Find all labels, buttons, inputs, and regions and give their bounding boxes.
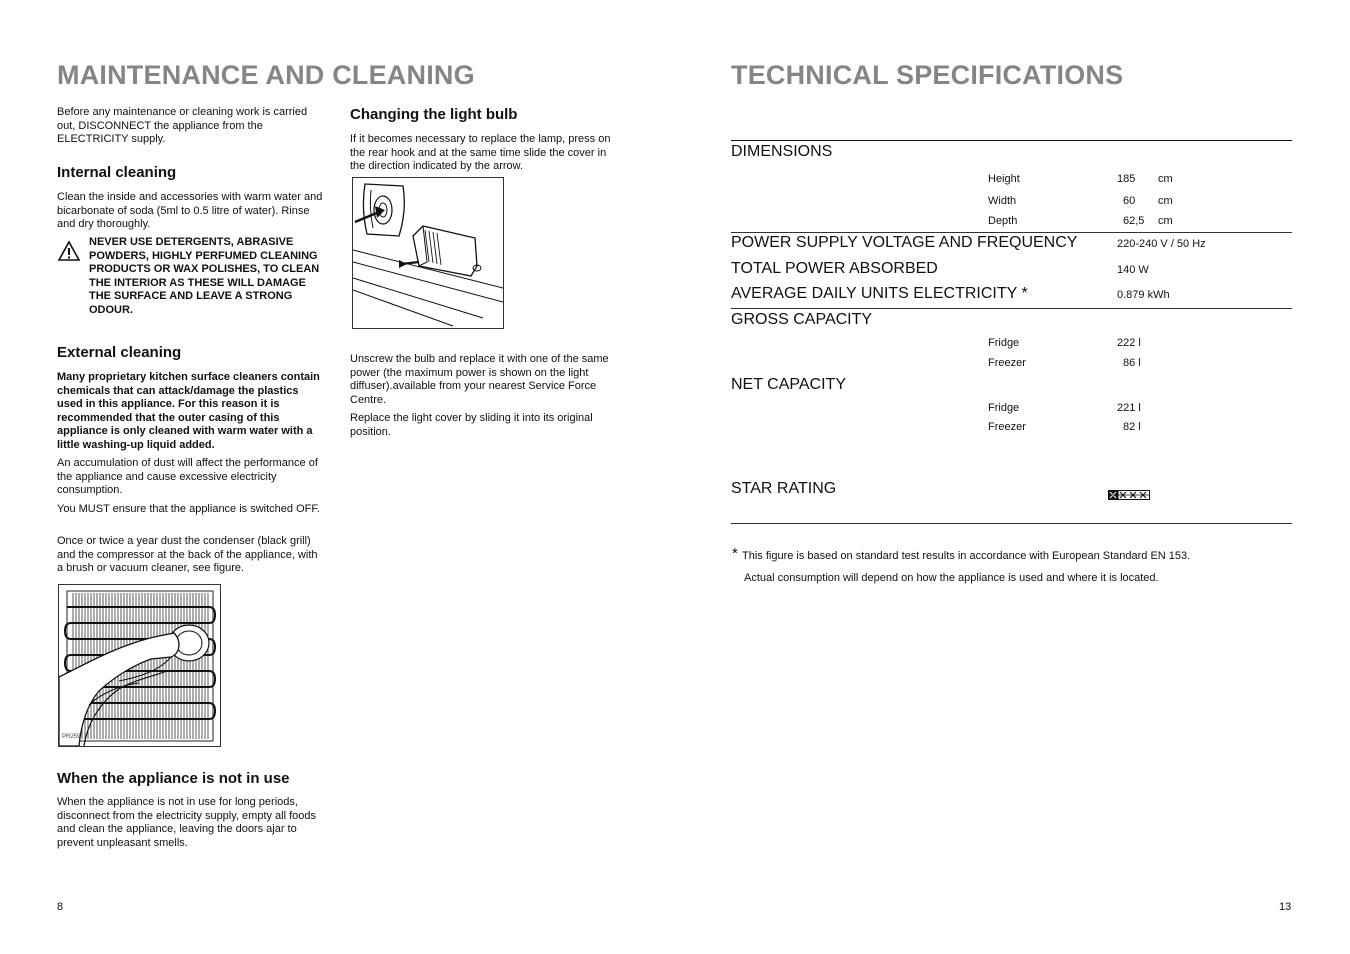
gross-value-fridge: 222 l [1117,337,1141,349]
dust-text: An accumulation of dust will affect the performance of the appliance and cause excessive electricity consumption. [57,457,318,496]
condenser-cleaning-figure [58,584,221,747]
switch-off-text: You MUST ensure that the appliance is switched OFF. [57,503,320,515]
technical-specifications-title: TECHNICAL SPECIFICATIONS [731,60,1124,90]
light-bulb-heading: Changing the light bulb [350,106,518,123]
internal-cleaning-heading: Internal cleaning [57,164,177,181]
dimension-value-width: 60 [1123,195,1136,207]
light-bulb-text-2: Unscrew the bulb and replace it with one of the same power (the maximum power is shown on the light diffuser).available from your nearest Service Force Centre. [350,353,609,406]
bottom-rule [731,523,1292,524]
power-rule [731,308,1292,309]
light-bulb-text-3: Replace the light cover by sliding it into its original position. [350,412,593,438]
dimension-value-depth: 62,5 [1123,215,1145,227]
top-rule [731,140,1292,141]
power-supply-value: 220-240 V / 50 Hz [1117,238,1206,250]
net-capacity-heading: NET CAPACITY [731,376,846,393]
dimension-label-height: Height [988,173,1020,185]
gross-label-freezer: Freezer [988,357,1026,369]
star-rating-label: STAR RATING [731,480,837,497]
not-in-use-heading: When the appliance is not in use [57,770,290,787]
light-bulb-figure [352,177,504,329]
gross-capacity-heading: GROSS CAPACITY [731,311,873,328]
dimensions-heading: DIMENSIONS [731,143,833,160]
power-supply-label: POWER SUPPLY VOLTAGE AND FREQUENCY [731,234,1078,251]
dimension-label-depth: Depth [988,215,1018,227]
warning-text: NEVER USE DETERGENTS, ABRASIVE POWDERS, HIGHLY PERFUMED CLEANING PRODUCTS OR WAX POLISHES, TO CLEAN THE INTERIOR AS THESE WILL DAMAGE THE SURFACE AND LEAVE A STRONG ODOUR. [89,236,320,316]
page-number-right: 13 [1279,901,1292,913]
star-rating-icon [1108,487,1150,497]
net-label-fridge: Fridge [988,402,1020,414]
net-value-freezer: 82 l [1123,421,1141,433]
maintenance-title: MAINTENANCE AND CLEANING [57,60,475,90]
page-number-left: 8 [57,901,64,913]
internal-cleaning-text: Clean the inside and accessories with warm water and bicarbonate of soda (5ml to 0.5 litre of water). Rinse and dry thoroughly. [57,191,323,230]
daily-units-label: AVERAGE DAILY UNITS ELECTRICITY * [731,285,1028,302]
dimensions-rule [731,232,1292,233]
light-bulb-text-1: If it becomes necessary to replace the lamp, press on the rear hook and at the same time slide the cover in the direction indicated by the arrow. [350,133,611,172]
footnote-line-2: Actual consumption will depend on how the appliance is used and where it is located. [744,572,1159,584]
dimension-unit-height: cm [1158,173,1173,185]
figure-code: PR259 [62,734,81,740]
net-label-freezer: Freezer [988,421,1026,433]
dimension-unit-depth: cm [1158,215,1173,227]
external-warning-text: Many proprietary kitchen surface cleaners contain chemicals that can attack/damage the plastics used in this appliance. For this reason it is recommended that the outer casing of this appliance is only cleaned with warm water with a little washing-up liquid added. [57,371,320,451]
gross-label-fridge: Fridge [988,337,1020,349]
dimension-label-width: Width [988,195,1017,207]
dimension-unit-width: cm [1158,195,1173,207]
footnote-line-1: This figure is based on standard test results in accordance with European Standard EN 153. [742,550,1191,562]
external-cleaning-heading: External cleaning [57,344,182,361]
net-value-fridge: 221 l [1117,402,1141,414]
dimension-value-height: 185 [1117,173,1136,185]
footnote-star: * [732,545,738,562]
gross-value-freezer: 86 l [1123,357,1141,369]
daily-units-value: 0.879 kWh [1117,289,1170,301]
total-power-label: TOTAL POWER ABSORBED [731,260,938,277]
intro-text: Before any maintenance or cleaning work is carried out, DISCONNECT the appliance from the ELECTRICITY supply. [57,106,308,145]
warning-icon [57,240,81,262]
not-in-use-text: When the appliance is not in use for long periods, disconnect from the electricity supply, empty all foods and clean the appliance, leaving the doors ajar to prevent unpleasant smells. [57,796,317,849]
condenser-text: Once or twice a year dust the condenser (black grill) and the compressor at the back of the appliance, with a brush or vacuum cleaner, see figure. [57,535,318,574]
total-power-value: 140 W [1117,264,1149,276]
